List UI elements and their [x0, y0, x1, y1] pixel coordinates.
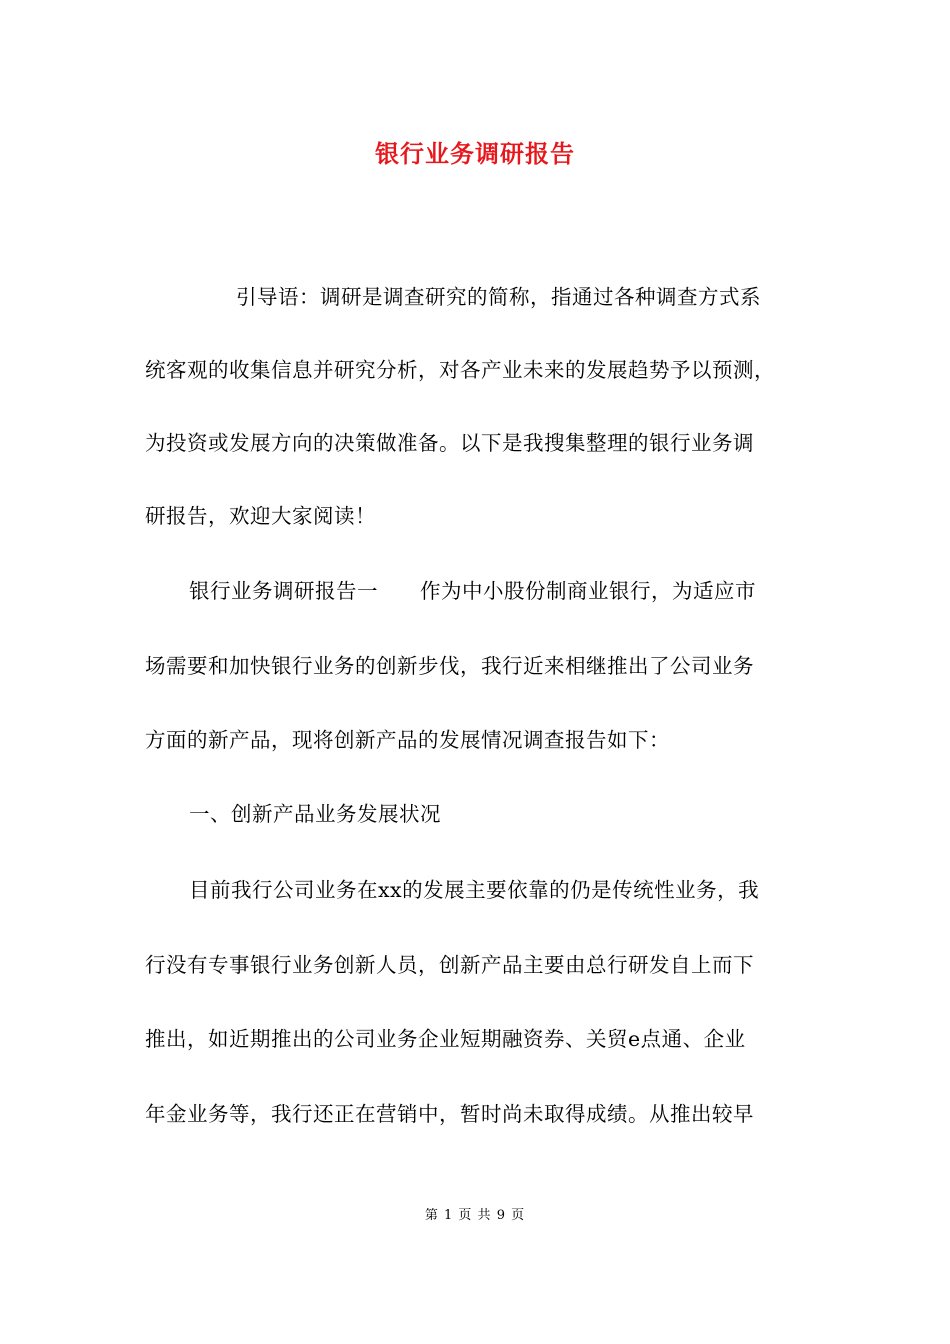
section-heading: 一、创新产品业务发展状况 — [189, 802, 441, 826]
body-line-5: 银行业务调研报告一 作为中小股份制商业银行，为适应市 — [189, 579, 756, 603]
body-line-1: 引导语：调研是调查研究的简称，指通过各种调查方式系 — [236, 285, 761, 309]
body-line-10: 行没有专事银行业务创新人员，创新产品主要由总行研发自上而下 — [145, 953, 754, 977]
body-line-9: 目前我行公司业务在xx的发展主要依靠的仍是传统性业务，我 — [189, 878, 760, 902]
body-line-12: 年金业务等，我行还正在营销中，暂时尚未取得成绩。从推出较早 — [145, 1102, 754, 1126]
body-line-7: 方面的新产品，现将创新产品的发展情况调查报告如下： — [145, 728, 670, 752]
body-line-2: 统客观的收集信息并研究分析，对各产业未来的发展趋势予以预测， — [145, 358, 775, 382]
body-line-6: 场需要和加快银行业务的创新步伐，我行近来相继推出了公司业务 — [145, 654, 754, 678]
body-line-11: 推出，如近期推出的公司业务企业短期融资券、关贸e点通、企业 — [145, 1027, 746, 1051]
body-line-3: 为投资或发展方向的决策做准备。以下是我搜集整理的银行业务调 — [145, 431, 754, 455]
page-footer: 第 1 页 共 9 页 — [424, 1208, 526, 1223]
body-line-4: 研报告，欢迎大家阅读！ — [145, 504, 376, 528]
document-title: 银行业务调研报告 — [375, 139, 575, 168]
